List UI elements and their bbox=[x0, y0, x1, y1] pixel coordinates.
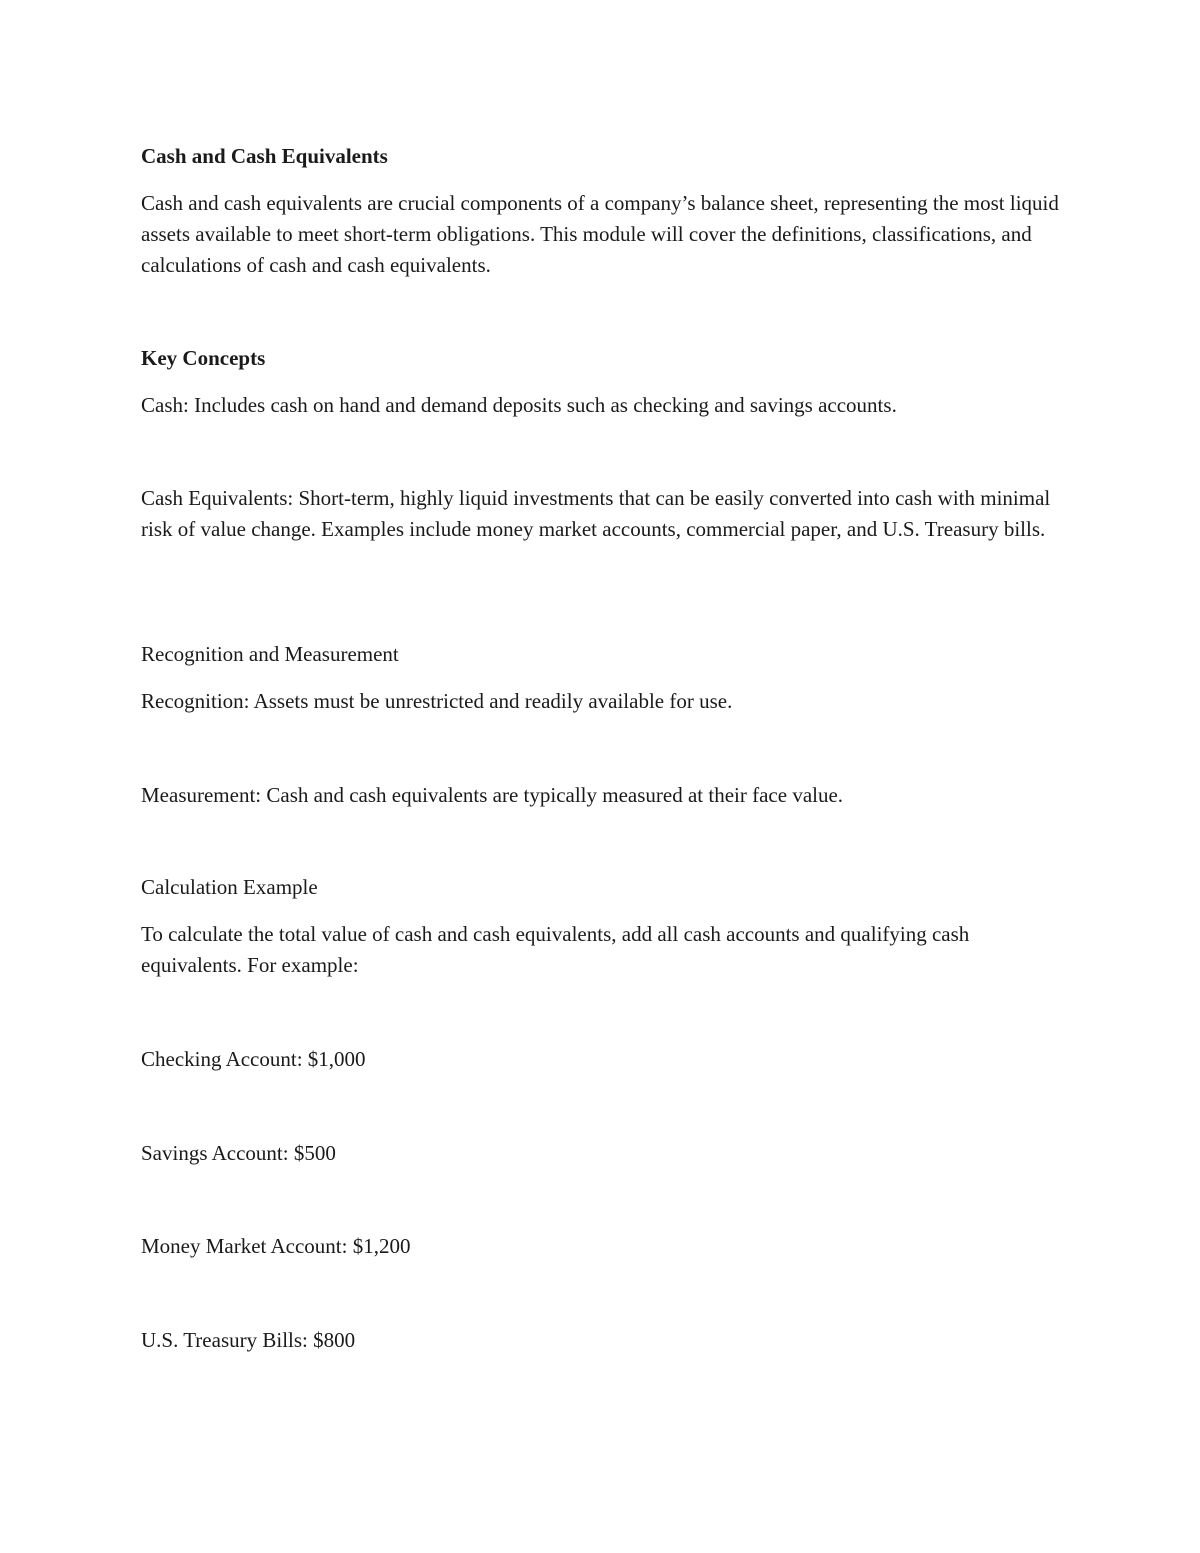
list-item-treasury-bills: U.S. Treasury Bills: $800 bbox=[141, 1328, 356, 1352]
recognition-text: Recognition: Assets must be unrestricted and readily available for use. bbox=[141, 689, 733, 713]
cash-equivalents-definition: Cash Equivalents: Short-term, highly liquid investments that can be easily converted into cash with minimal risk of value change. Examples include money market accounts, commercial paper, and U.S. Treasury bills. bbox=[141, 486, 1051, 541]
calculation-heading: Calculation Example bbox=[141, 875, 318, 899]
cash-definition: Cash: Includes cash on hand and demand deposits such as checking and savings accounts. bbox=[141, 393, 897, 417]
calculation-intro: To calculate the total value of cash and cash equivalents, add all cash accounts and qualifying cash equivalents. For example: bbox=[141, 922, 970, 977]
recognition-heading: Recognition and Measurement bbox=[141, 642, 399, 666]
key-concepts-heading: Key Concepts bbox=[141, 346, 266, 370]
document-title: Cash and Cash Equivalents bbox=[141, 144, 388, 168]
list-item-savings: Savings Account: $500 bbox=[141, 1141, 336, 1165]
measurement-text: Measurement: Cash and cash equivalents are typically measured at their face value. bbox=[141, 783, 844, 807]
intro-paragraph: Cash and cash equivalents are crucial components of a company’s balance sheet, representing the most liquid assets available to meet short-term obligations. This module will cover the definitions, classifications, and calculations of cash and cash equivalents. bbox=[141, 191, 1059, 277]
list-item-money-market: Money Market Account: $1,200 bbox=[141, 1234, 411, 1258]
list-item-checking: Checking Account: $1,000 bbox=[141, 1047, 366, 1071]
